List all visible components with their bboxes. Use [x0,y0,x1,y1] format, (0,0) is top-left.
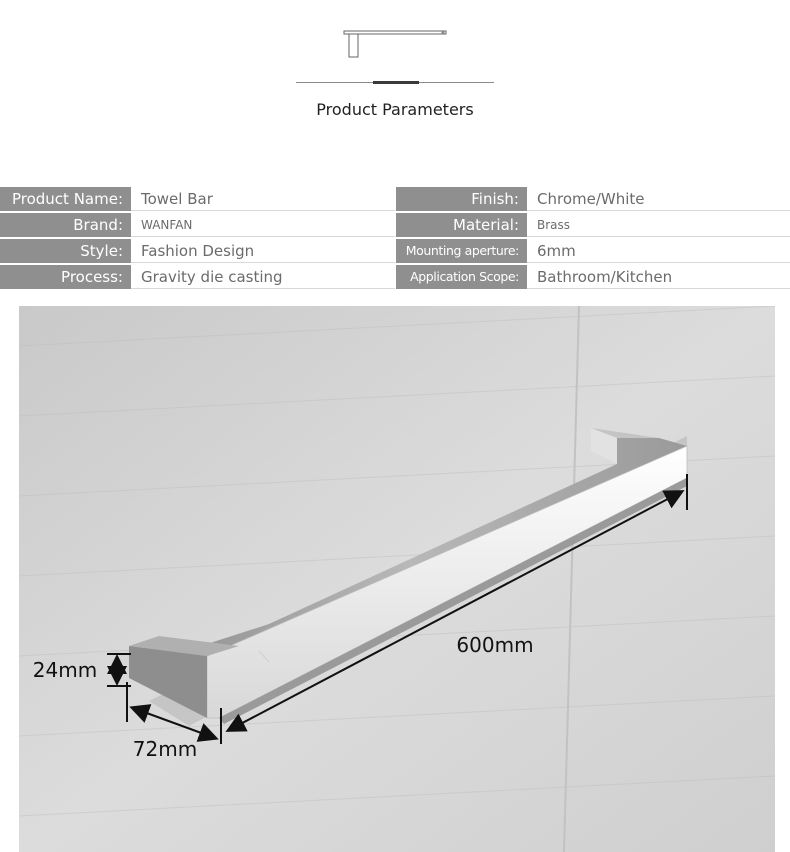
value-finish: Chrome/White [527,187,790,211]
towel-bar-line-icon [342,28,450,60]
value-process: Gravity die casting [131,265,395,289]
value-mounting-aperture: 6mm [527,239,790,263]
value-material: Brass [527,213,790,237]
value-style: Fashion Design [131,239,395,263]
label-finish: Finish: [396,187,527,211]
product-photo [19,306,775,852]
header [0,0,790,150]
parameter-row [0,239,790,265]
label-material: Material: [396,213,527,237]
towel-bar-illustration [19,306,775,852]
dimension-height-label: 24mm [32,658,98,682]
parameter-row [0,187,790,213]
value-product-name: Towel Bar [131,187,395,211]
label-process: Process: [0,265,131,289]
parameter-row [0,213,790,239]
label-style: Style: [0,239,131,263]
section-title: Product Parameters [316,100,474,119]
label-product-name: Product Name: [0,187,131,211]
title-divider-accent [373,81,419,84]
dimension-length-label: 600mm [456,633,534,657]
dimension-depth-label: 72mm [132,737,198,761]
label-mounting-aperture: Mounting aperture: [396,239,527,263]
label-application-scope: Application Scope: [396,265,527,289]
value-brand: WANFAN [131,213,395,237]
parameters-table [0,187,790,291]
value-application-scope: Bathroom/Kitchen [527,265,790,289]
parameter-row [0,265,790,291]
label-brand: Brand: [0,213,131,237]
